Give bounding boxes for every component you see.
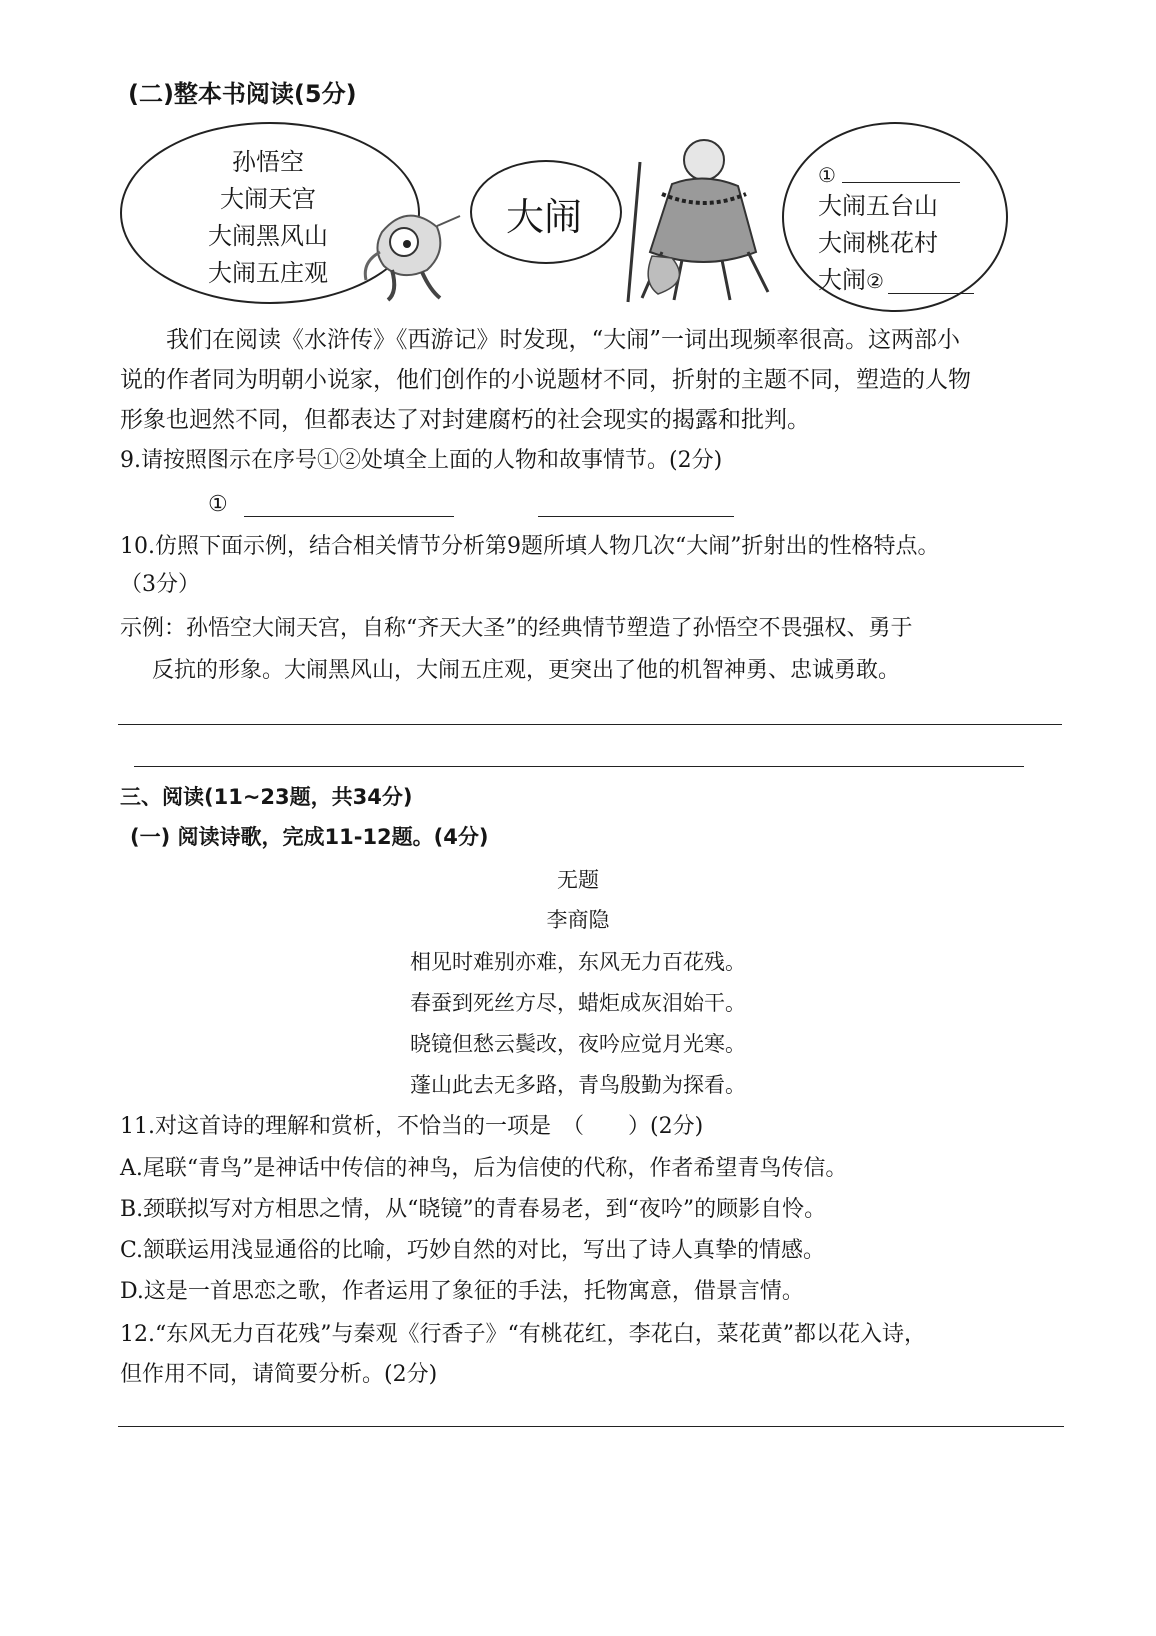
- bubble-line: 大闹桃花村: [818, 229, 938, 257]
- section-heading: 三、阅读(11~23题，共34分): [120, 785, 413, 809]
- answer-line[interactable]: [134, 766, 1024, 767]
- paragraph-line: 说的作者同为明朝小说家，他们创作的小说题材不同，折射的主题不同，塑造的人物: [120, 367, 971, 393]
- blank-line-2: [818, 262, 988, 300]
- bubble-line: 孙悟空: [232, 148, 304, 176]
- question-12-line2: 但作用不同，请简要分析。(2分): [120, 1362, 438, 1387]
- right-bubble-text: [818, 156, 988, 300]
- poem-line: 晓镜但愁云鬓改，夜吟应觉月光寒。: [410, 1032, 746, 1056]
- bubble-line: 大闹五庄观: [208, 259, 328, 287]
- bubble-line: 大闹黑风山: [208, 222, 328, 250]
- option-a[interactable]: A.尾联“青鸟”是神话中传信的神鸟，后为信使的代称，作者希望青鸟传信。: [120, 1156, 848, 1181]
- answer-blank-1[interactable]: [244, 516, 454, 517]
- answer-blank-2[interactable]: [538, 516, 734, 517]
- question-12: 12.“东风无力百花残”与秦观《行香子》“有桃花红，李花白，菜花黄”都以花入诗，: [120, 1322, 926, 1347]
- center-label: 大闹: [505, 195, 582, 239]
- monkey-drawing-icon: [352, 192, 464, 304]
- example-line: 反抗的形象。大闹黑风山，大闹五庄观，更突出了他的机智神勇、忠诚勇敢。: [152, 658, 901, 683]
- blank-underline: [888, 293, 974, 294]
- question-9: 9.请按照图示在序号①②处填全上面的人物和故事情节。(2分): [120, 448, 723, 473]
- question-10: 10.仿照下面示例，结合相关情节分析第9题所填人物几次“大闹”折射出的性格特点。: [120, 534, 940, 559]
- bubble-line: 大闹五台山: [818, 192, 938, 220]
- circled-marker: ①: [818, 163, 836, 187]
- option-d[interactable]: D.这是一首思恋之歌，作者运用了象征的手法，托物寓意，借景言情。: [120, 1279, 804, 1304]
- answer-line[interactable]: [118, 1426, 1064, 1427]
- monk-drawing-icon: [622, 132, 780, 304]
- question-10-points: （3分）: [120, 572, 200, 597]
- paragraph-line: 我们在阅读《水浒传》《西游记》时发现，“大闹”一词出现频率很高。这两部小: [166, 327, 961, 353]
- blank-line-1: [818, 156, 988, 188]
- bubble-prefix: 大闹: [818, 266, 866, 294]
- example-line: 示例：孙悟空大闹天宫，自称“齐天大圣”的经典情节塑造了孙悟空不畏强权、勇于: [120, 616, 913, 641]
- blank-underline: [842, 182, 960, 183]
- poem-line: 春蚕到死丝方尽，蜡炬成灰泪始干。: [410, 991, 746, 1015]
- section-heading: (二)整本书阅读(5分): [128, 80, 357, 108]
- question-11: 11.对这首诗的理解和赏析，不恰当的一项是 （ ）(2分): [120, 1114, 704, 1139]
- bubble-line: 大闹天宫: [220, 185, 316, 213]
- option-b[interactable]: B.颈联拟写对方相思之情，从“晓镜”的青春易老，到“夜吟”的顾影自怜。: [120, 1197, 827, 1222]
- option-c[interactable]: C.颔联运用浅显通俗的比喻，巧妙自然的对比，写出了诗人真挚的情感。: [120, 1238, 826, 1263]
- poem-title: 无题: [557, 868, 599, 892]
- poem-line: 蓬山此去无多路，青鸟殷勤为探看。: [410, 1073, 746, 1097]
- sub-heading: (一) 阅读诗歌，完成11-12题。(4分): [130, 825, 489, 849]
- circled-marker: ②: [866, 269, 884, 293]
- answer-marker: ①: [208, 492, 228, 517]
- answer-line[interactable]: [118, 724, 1062, 725]
- poem-author: 李商隐: [546, 908, 610, 932]
- paragraph-line: 形象也迥然不同，但都表达了对封建腐朽的社会现实的揭露和批判。: [120, 407, 810, 433]
- poem-line: 相见时难别亦难，东风无力百花残。: [410, 950, 746, 974]
